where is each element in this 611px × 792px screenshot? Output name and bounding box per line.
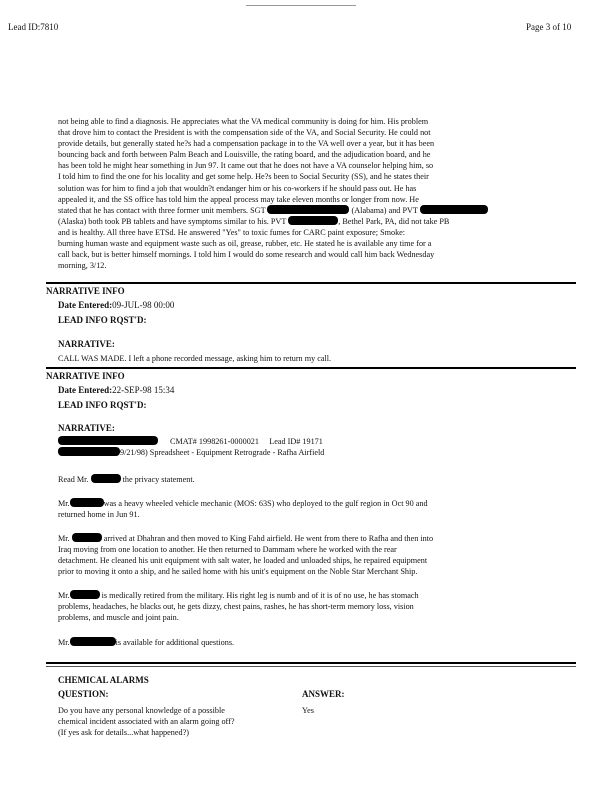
narrative-info-heading: NARRATIVE INFO	[46, 286, 125, 296]
section-rule	[46, 282, 576, 284]
contacts-text: stated that he has contact with three former unit members. SGT	[58, 205, 266, 215]
p-text: was a heavy wheeled vehicle mechanic (MOS: 63S) who deployed to the gulf region in Oct 90 and	[103, 499, 428, 508]
privacy-line	[58, 474, 195, 485]
lead-info-rqstd: LEAD INFO RQST'D:	[58, 315, 147, 325]
p-text: Mr.	[58, 638, 70, 647]
contacts-text: , Bethel Park, PA, did not take PB	[338, 216, 450, 226]
date-entered	[58, 300, 174, 310]
paragraph-line: prior to moving it onto a ship, and he sailed home with his unit's equipment on the Noble Star Merchant Ship.	[58, 567, 418, 577]
question-label: QUESTION:	[58, 689, 109, 699]
deployment-paragraph	[58, 533, 583, 577]
paragraph-line: detachment. He cleaned his unit equipment with salt water, he loaded and unloaded ships, he repaired equipment	[58, 556, 428, 566]
answer-value: Yes	[302, 706, 314, 715]
paragraph-line: not being able to find a diagnosis. He appreciates what the VA medical community is doing for him. His problem	[58, 117, 429, 126]
contacts-text: (Alaska) both took PB tablets and have symptoms similar to his. PVT	[58, 216, 287, 226]
page-number: Page 3 of 10	[526, 22, 572, 32]
paragraph-line: and is healthy. All three have ETSd. He answered "Yes" to toxic fumes for CARC paint exposure; Smoke:	[58, 227, 406, 237]
date-value: 09-JUL-98 00:00	[112, 300, 175, 310]
redaction	[72, 533, 102, 542]
redaction	[70, 637, 116, 646]
privacy-text: Read Mr.	[58, 475, 89, 484]
question-line: chemical incident associated with an alarm going off?	[58, 717, 235, 727]
paragraph-line: that drove him to contact the President is with the compensation side of the VA, and Social Security. He could not	[58, 128, 431, 138]
redaction	[70, 498, 104, 507]
paragraph-line: bouncing back and forth between Palm Beach and Louisville, the rating board, and the adjudication board, and he	[58, 150, 431, 160]
chemical-alarms-heading: CHEMICAL ALARMS	[58, 675, 149, 685]
paragraph-line: returned home in Jun 91.	[58, 510, 140, 520]
paragraph-line	[58, 590, 583, 601]
p-text: is available for additional questions.	[115, 638, 235, 647]
narrative-text: CALL WAS MADE. I left a phone recorded message, asking him to return my call.	[58, 354, 332, 363]
spreadsheet-text: 9/21/98) Spreadsheet - Equipment Retrograde - Rafha Airfield	[120, 448, 325, 457]
cmat-text: CMAT# 1998261-0000021 Lead ID# 19171	[170, 437, 323, 446]
p-text: Mr.	[58, 534, 70, 543]
date-label: Date Entered:	[58, 385, 113, 395]
p-text: is medically retired from the military. His right leg is numb and of it is of no use, he has stomach	[101, 591, 419, 600]
intro-paragraph	[58, 116, 578, 271]
contacts-line	[58, 205, 578, 216]
redaction	[267, 205, 349, 214]
answer-label: ANSWER:	[302, 689, 345, 699]
paragraph-line: burning human waste and equipment waste such as oil, grease, rubber, etc. He stated he is available any time for a	[58, 239, 432, 249]
question-text	[58, 705, 288, 738]
narrative-label: NARRATIVE:	[58, 423, 115, 433]
cmat-line	[58, 436, 323, 447]
question-line: (If yes ask for details...what happened?)	[58, 728, 189, 738]
redaction	[91, 474, 121, 483]
date-label: Date Entered:	[58, 300, 113, 310]
redaction	[420, 205, 488, 214]
paragraph-line: has been told he might hear something in Jun 97. It came out that he does not have a VA counselor helping him, so	[58, 161, 434, 171]
paragraph-line: solution was for him to find a job that wouldn?t endanger him or his co-workers if he should pass out. He has	[58, 183, 417, 193]
paragraph-line: Iraq moving from one location to another. He then returned to Dammam where he worked with the rear	[58, 545, 397, 555]
lead-info-rqstd: LEAD INFO RQST'D:	[58, 400, 147, 410]
paragraph-line: I told him to find the one for his locality and get some help. He?s been to Social Security (SS), and he states their	[58, 172, 429, 182]
redaction	[58, 436, 158, 445]
question-line: Do you have any personal knowledge of a possible	[58, 706, 225, 715]
paragraph-line: problems, and muscle and joint pain.	[58, 613, 179, 623]
narrative-info-heading: NARRATIVE INFO	[46, 371, 125, 381]
section-rule	[46, 662, 576, 664]
section-rule	[46, 367, 576, 369]
contacts-line	[58, 216, 578, 227]
paragraph-line: appealed it, and the SS office has told him the appeal process may take eleven months or longer from now. He	[58, 194, 419, 204]
paragraph-line: morning, 3/12.	[58, 261, 107, 271]
privacy-text: the privacy statement.	[122, 475, 195, 484]
section-rule-thin	[46, 666, 576, 667]
contacts-text: (Alabama) and PVT	[351, 205, 418, 215]
paragraph-line	[58, 498, 578, 509]
redaction	[288, 216, 338, 225]
date-entered	[58, 385, 174, 395]
medical-paragraph	[58, 590, 583, 623]
p-text: arrived at Dhahran and then moved to King Fahd airfield. He went from there to Rafha and then into	[103, 534, 434, 543]
narrative-label: NARRATIVE:	[58, 339, 115, 349]
redaction	[70, 590, 100, 599]
paragraph-line: provide details, but generally stated he?s had a compensation package in to the VA well over a year, but it has been	[58, 139, 435, 149]
p-text: Mr.	[58, 591, 70, 600]
paragraph-line	[58, 533, 583, 544]
top-rule	[246, 5, 356, 6]
lead-id: Lead ID:7810	[8, 22, 59, 32]
availability-line	[58, 637, 234, 648]
date-value: 22-SEP-98 15:34	[112, 385, 175, 395]
spreadsheet-line	[58, 447, 324, 458]
paragraph-line: call back, but is better himself mornings. I told him I would do some research and would call him back Wednesday	[58, 250, 435, 260]
paragraph-line: problems, headaches, he blacks out, he gets dizzy, chest pains, rashes, he has short-term memory loss, vision	[58, 602, 414, 612]
mechanic-paragraph	[58, 498, 578, 520]
redaction	[58, 447, 120, 456]
p-text: Mr.	[58, 499, 70, 508]
